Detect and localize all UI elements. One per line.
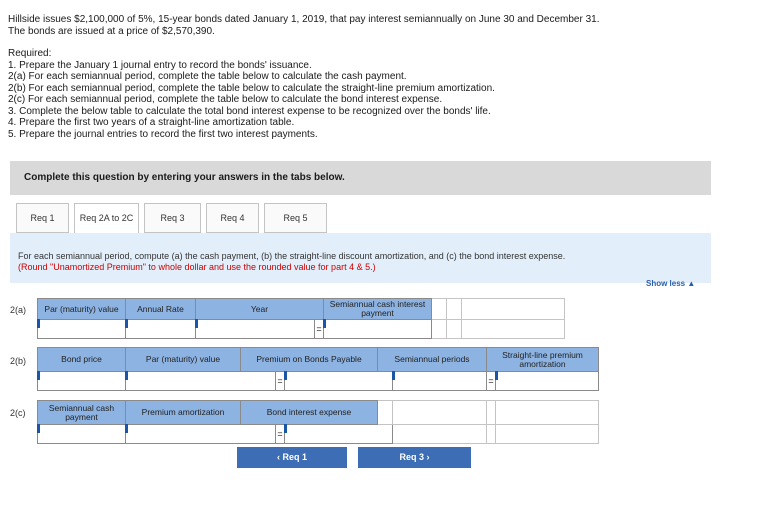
table-2b	[37, 347, 599, 391]
tab-req-5[interactable]: Req 5	[264, 203, 327, 233]
requirement-4: 4. Prepare the first two years of a straight-line amortization table.	[8, 117, 295, 128]
premium-amortization-input-cell	[126, 425, 276, 444]
equals-sign: =	[315, 320, 324, 339]
requirement-2c: 2(c) For each semiannual period, complete the table below to calculate the bond interest expense.	[8, 94, 443, 105]
header-year: Year	[196, 299, 324, 320]
requirement-2a: 2(a) For each semiannual period, complete the table below to calculate the cash payment.	[8, 71, 407, 82]
tab-req-4[interactable]: Req 4	[206, 203, 259, 233]
instruction-text: For each semiannual period, compute (a) the cash payment, (b) the straight-line discount amortization, and (c) the bond interest expense.	[18, 251, 566, 261]
requirement-3: 3. Complete the below table to calculate the total bond interest expense to be recognized over the bonds' life.	[8, 105, 491, 117]
header-bond-price: Bond price	[38, 348, 126, 372]
instruction-band	[10, 233, 711, 283]
requirement-1: 1. Prepare the January 1 journal entry to record the bonds' issuance.	[8, 59, 312, 71]
cash-payment-input-cell	[38, 425, 126, 444]
premium-amortization-c-input[interactable]	[126, 430, 275, 440]
par-value-input-cell	[38, 320, 126, 339]
year-input-cell	[196, 320, 315, 339]
header-semiannual-periods: Semiannual periods	[378, 348, 487, 372]
bond-price-input[interactable]	[38, 377, 125, 387]
semiannual-periods-input[interactable]	[393, 377, 486, 387]
header-par-maturity-value: Par (maturity) value	[126, 348, 241, 372]
section-2b-label: 2(b)	[10, 356, 27, 366]
tab-req-3[interactable]: Req 3	[144, 203, 201, 233]
header-semiannual-cash-interest-payment: Semiannual cash interest payment	[324, 299, 432, 320]
annual-rate-input-cell	[126, 320, 196, 339]
bond-price-input-cell	[38, 372, 126, 391]
header-annual-rate: Annual Rate	[126, 299, 196, 320]
prompt-text: Complete this question by entering your answers in the tabs below.	[24, 172, 345, 183]
requirement-5: 5. Prepare the journal entries to record the first two interest payments.	[8, 128, 318, 140]
problem-statement	[8, 14, 768, 140]
next-req-3-button[interactable]: Req 3 ›	[358, 447, 471, 468]
cash-payment-input-cell	[324, 320, 432, 339]
premium-on-bonds-input[interactable]	[285, 377, 392, 387]
periods-input-cell	[393, 372, 487, 391]
interest-expense-input-cell	[285, 425, 393, 444]
rounding-note: (Round "Unamortized Premium" to whole dollar and use the rounded value for part 4 & 5.)	[18, 262, 376, 272]
section-2a-label: 2(a)	[10, 305, 27, 315]
header-premium-on-bonds-payable: Premium on Bonds Payable	[241, 348, 378, 372]
tab-req-1[interactable]: Req 1	[16, 203, 69, 233]
par-maturity-value-input[interactable]	[126, 377, 275, 387]
header-par-value: Par (maturity) value	[38, 299, 126, 320]
section-2c-label: 2(c)	[10, 408, 26, 418]
header-straight-line-premium-amortization: Straight-line premium amortization	[487, 348, 599, 372]
amortization-input-cell	[496, 372, 599, 391]
par-maturity-input-cell	[126, 372, 276, 391]
tab-req-2a-to-2c[interactable]: Req 2A to 2C	[74, 203, 139, 233]
cash-payment-input[interactable]	[38, 430, 125, 440]
statement-line-1: Hillside issues $2,100,000 of 5%, 15-year bonds dated January 1, 2019, that pay interest semiannually on June 30 and December 31.	[8, 14, 600, 25]
par-value-input[interactable]	[38, 325, 125, 335]
premium-amortization-input[interactable]	[496, 377, 598, 387]
equals-sign: =	[487, 372, 496, 391]
equals-sign: =	[276, 425, 285, 444]
header-premium-amortization: Premium amortization	[126, 401, 241, 425]
header-bond-interest-expense: Bond interest expense	[241, 401, 378, 425]
statement-line-2: The bonds are issued at a price of $2,570,390.	[8, 25, 215, 37]
bond-interest-expense-input[interactable]	[285, 430, 392, 440]
table-2c	[37, 400, 599, 444]
table-2a	[37, 298, 565, 339]
header-semiannual-cash-payment: Semiannual cash payment	[38, 401, 126, 425]
show-less-toggle[interactable]: Show less ▲	[646, 279, 696, 288]
annual-rate-input[interactable]	[126, 325, 195, 335]
premium-input-cell	[285, 372, 393, 391]
equals-sign: =	[276, 372, 285, 391]
requirement-2b: 2(b) For each semiannual period, complete the table below to calculate the straight-line premium amortization.	[8, 82, 495, 94]
year-input[interactable]	[196, 325, 314, 335]
required-label: Required:	[8, 48, 52, 59]
prompt-band	[10, 161, 711, 195]
semiannual-cash-payment-input[interactable]	[324, 325, 431, 335]
prev-req-1-button[interactable]: ‹ Req 1	[237, 447, 347, 468]
